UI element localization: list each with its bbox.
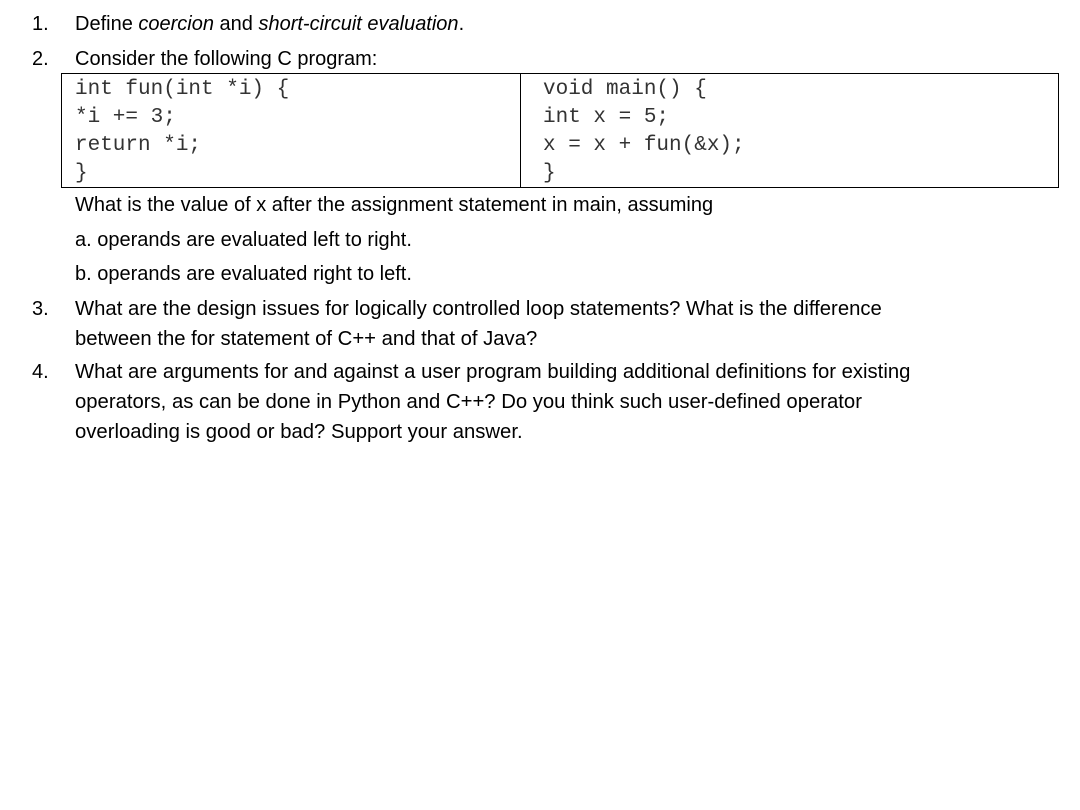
question-2-prompt: Consider the following C program: (75, 48, 378, 70)
code-line: int fun(int *i) { (75, 78, 290, 101)
code-line: *i += 3; (75, 106, 176, 129)
code-line: } (75, 162, 88, 185)
code-line: return *i; (75, 134, 202, 157)
question-3-line: What are the design issues for logically controlled loop statements? What is the difference (75, 298, 882, 320)
question-1-text-part: and (213, 13, 259, 35)
question-1-number: 1. (32, 13, 49, 35)
question-3-line: between the for statement of C++ and that of Java? (75, 328, 538, 350)
code-line: x = x + fun(&x); (543, 134, 745, 157)
code-table (61, 73, 1059, 188)
question-4-line: operators, as can be done in Python and C++? Do you think such user-defined operator (75, 391, 862, 413)
question-3-number: 3. (32, 298, 49, 320)
code-line: int x = 5; (543, 106, 670, 129)
question-1-text-part: . (458, 13, 465, 35)
question-4-number: 4. (32, 361, 49, 383)
question-2-part-a: a. operands are evaluated left to right. (75, 229, 412, 251)
question-2-number: 2. (32, 48, 49, 70)
term-coercion: coercion (138, 13, 214, 35)
question-4-line: What are arguments for and against a user program building additional definitions for existing (75, 361, 911, 383)
question-4-line: overloading is good or bad? Support your answer. (75, 421, 523, 443)
code-line: void main() { (543, 78, 707, 101)
code-cell-fun (62, 74, 521, 187)
term-short-circuit-evaluation: short-circuit evaluation (258, 13, 459, 35)
code-line: } (543, 162, 556, 185)
code-cell-main (521, 74, 1058, 187)
question-2-question: What is the value of x after the assignment statement in main, assuming (75, 194, 714, 216)
question-1-text (75, 12, 464, 36)
question-2-part-b: b. operands are evaluated right to left. (75, 263, 412, 285)
question-1-text-part: Define (75, 13, 139, 35)
